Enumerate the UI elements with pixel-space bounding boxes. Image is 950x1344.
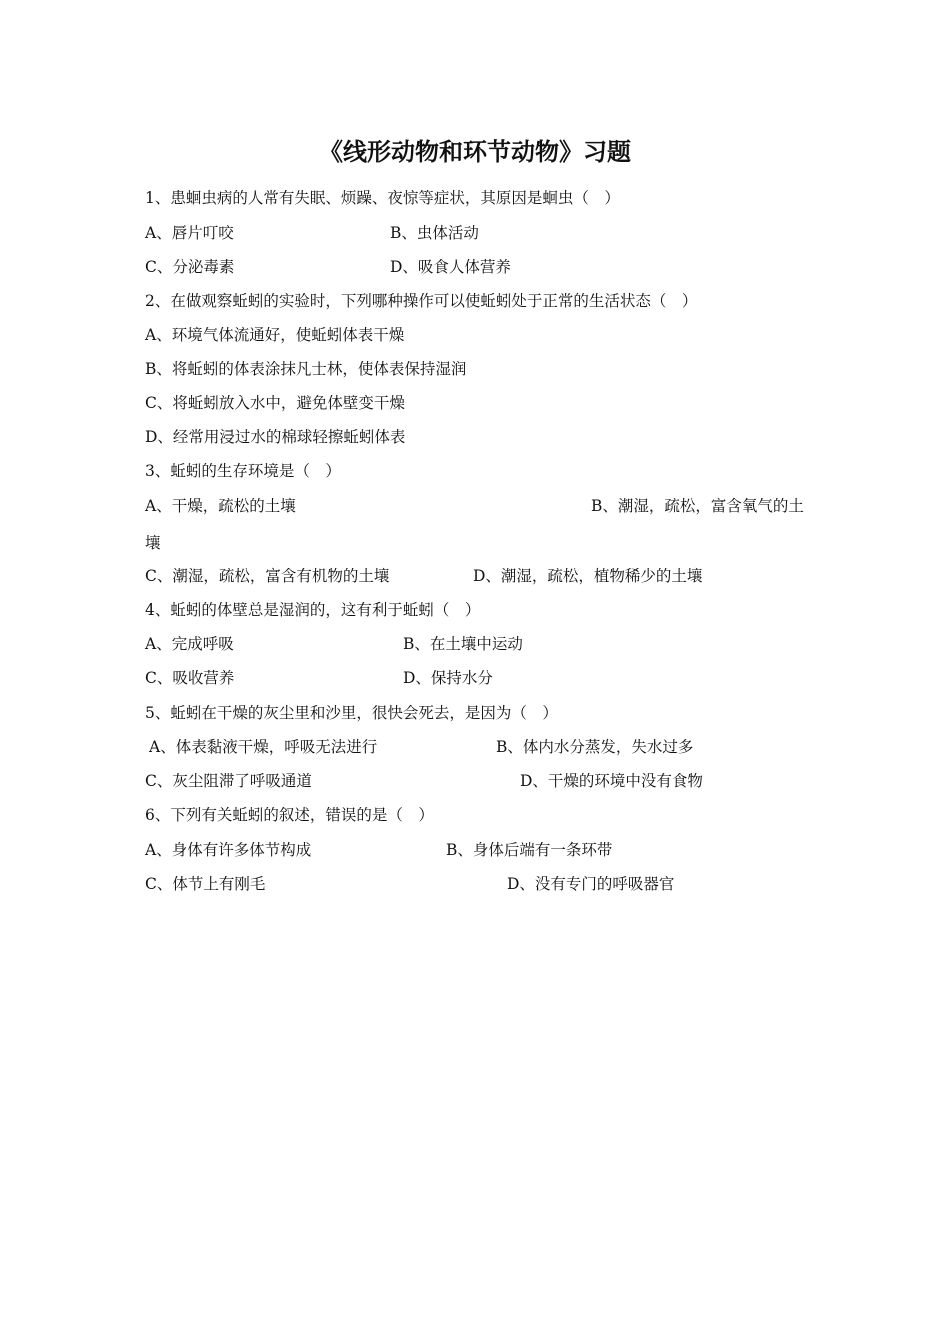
question-2-stem: 2、在做观察蚯蚓的实验时，下列哪种操作可以使蚯蚓处于正常的生活状态（ ）	[145, 292, 698, 310]
question-5-option-b: B、体内水分蒸发，失水过多	[496, 738, 694, 756]
question-4-option-d: D、保持水分	[403, 669, 493, 687]
question-1-option-c: C、分泌毒素	[145, 258, 235, 276]
question-2-option-b: B、将蚯蚓的体表涂抹凡士林，使体表保持湿润	[145, 360, 467, 378]
question-1-option-d: D、吸食人体营养	[390, 258, 511, 276]
question-4-option-c: C、吸收营养	[145, 669, 235, 687]
question-2-option-c: C、将蚯蚓放入水中，避免体壁变干燥	[145, 394, 405, 412]
question-6-option-c: C、体节上有刚毛	[145, 875, 266, 893]
question-1-option-b: B、虫体活动	[390, 224, 479, 242]
question-5-option-d: D、干燥的环境中没有食物	[520, 772, 703, 790]
question-3-option-b-continued: 壤	[145, 534, 161, 552]
question-5-option-a: A、体表黏液干燥，呼吸无法进行	[149, 738, 378, 756]
question-2-option-a: A、环境气体流通好，使蚯蚓体表干燥	[145, 326, 405, 344]
question-3-stem: 3、蚯蚓的生存环境是（ ）	[145, 462, 341, 480]
question-4-option-b: B、在土壤中运动	[403, 635, 523, 653]
question-1-option-a: A、唇片叮咬	[145, 224, 234, 242]
question-6-stem: 6、下列有关蚯蚓的叙述，错误的是（ ）	[145, 806, 434, 824]
question-3-option-c: C、潮湿，疏松，富含有机物的土壤	[145, 567, 390, 585]
question-4-option-a: A、完成呼吸	[145, 635, 234, 653]
question-4-stem: 4、蚯蚓的体壁总是湿润的，这有利于蚯蚓（ ）	[145, 601, 481, 619]
question-2-option-d: D、经常用浸过水的棉球轻擦蚯蚓体表	[145, 428, 406, 446]
document-title: 《线形动物和环节动物》习题	[319, 138, 631, 166]
question-3-option-d: D、潮湿，疏松，植物稀少的土壤	[473, 567, 703, 585]
question-6-option-a: A、身体有许多体节构成	[145, 841, 312, 859]
question-5-stem: 5、蚯蚓在干燥的灰尘里和沙里，很快会死去，是因为（ ）	[145, 704, 558, 722]
question-1-stem: 1、患蛔虫病的人常有失眠、烦躁、夜惊等症状，其原因是蛔虫（ ）	[145, 189, 620, 207]
question-6-option-d: D、没有专门的呼吸器官	[507, 875, 675, 893]
question-5-option-c: C、灰尘阻滞了呼吸通道	[145, 772, 312, 790]
question-6-option-b: B、身体后端有一条环带	[446, 841, 613, 859]
question-3-option-b: B、潮湿，疏松，富含氧气的土	[591, 497, 804, 515]
question-3-option-a: A、干燥，疏松的土壤	[145, 497, 296, 515]
